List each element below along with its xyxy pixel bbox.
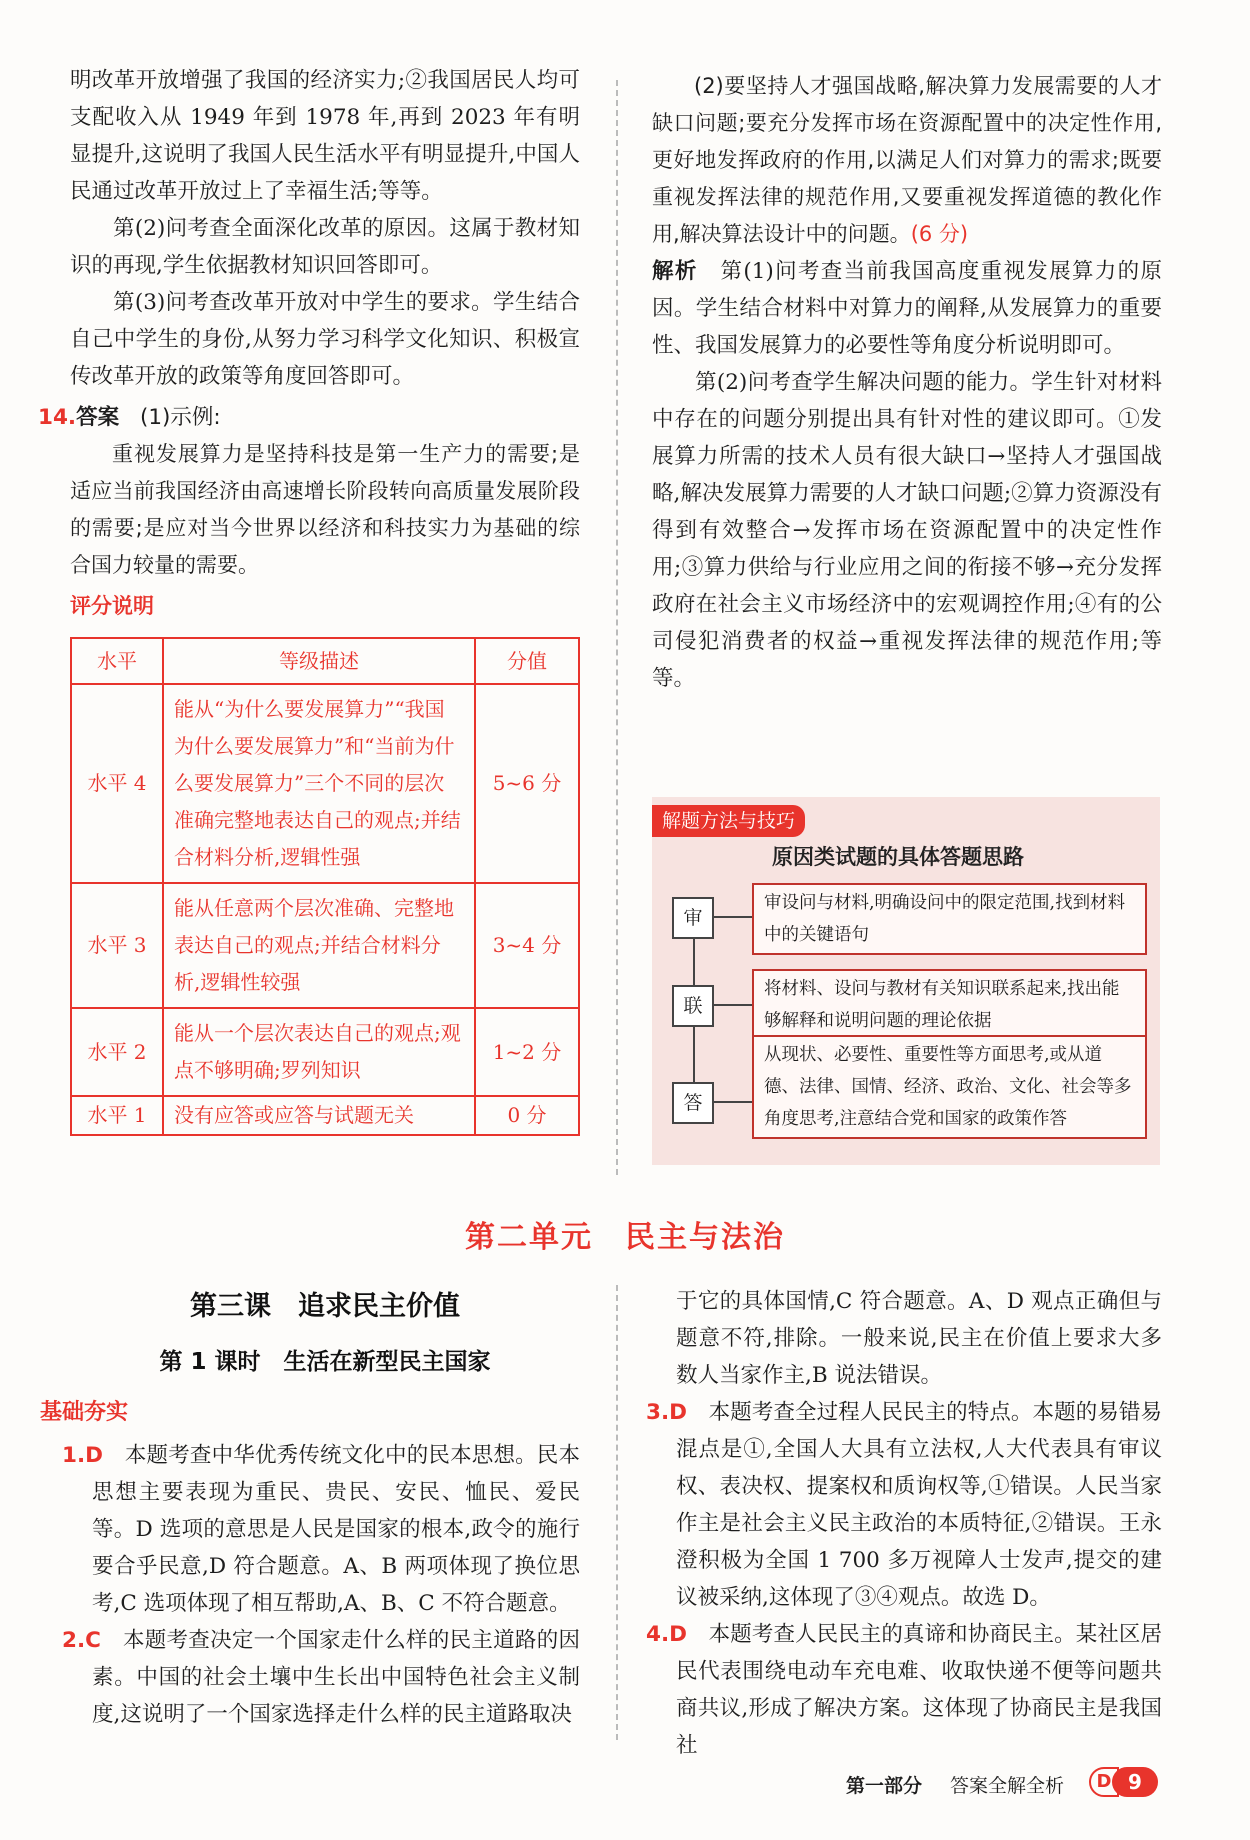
level-cell: 水平 2: [71, 1008, 163, 1096]
footer-part: 第一部分: [846, 1775, 923, 1797]
score-cell: 0 分: [475, 1096, 579, 1135]
tips-tag: 解题方法与技巧: [652, 805, 805, 837]
unit-title: 第二单元 民主与法治: [465, 1220, 785, 1255]
tips-box: [652, 797, 1160, 1165]
answer-item-text: 本题考查人民民主的真谛和协商民主。某社区居民代表围绕电动车充电难、收取快递不便等问题共商共议,形成了解决方案。这体现了协商民主是我国社: [676, 1622, 1162, 1758]
step-shen: 审: [672, 897, 714, 939]
header-desc: 等级描述: [163, 638, 475, 684]
level-cell: 水平 3: [71, 883, 163, 1008]
answer-label: 答案: [76, 405, 120, 430]
tips-title: 原因类试题的具体答题思路: [772, 845, 1024, 869]
answer-item-text: 本题考查全过程人民民主的特点。本题的易错易混点是①,全国人大具有立法权,人大代表具有审议权、表决权、提案权和质询权等,①错误。人民当家作主是社会主义民主政治的本质特征,②错误。王永澄积极为全国 1 700 多万视障人士发声,提交的建议被采纳,这体现了③④观点。故选 D。: [676, 1400, 1162, 1610]
analysis-paragraph-2: 第(2)问考查学生解决问题的能力。学生针对材料中存在的问题分别提出具有针对性的建议即可。①发展算力所需的技术人员有很大缺口→坚持人才强国战略,解决发展算力需要的人才缺口问题;②算力资源没有得到有效整合→发挥市场在资源配置中的决定性作用;③算力供给与行业应用之间的衔接不够→充分发挥政府在社会主义市场经济中的宏观调控作用;④有的公司侵犯消费者的权益→重视发挥法律的规范作用;等等。: [652, 370, 1162, 691]
table-row: [71, 1096, 579, 1135]
answer-item: [62, 1437, 580, 1622]
period-title: 第 1 课时 生活在新型民主国家: [159, 1349, 491, 1375]
answer-item: [62, 1622, 580, 1733]
desc-cell: 能从一个层次表达自己的观点;观点不够明确;罗列知识: [163, 1008, 475, 1096]
answer-item-continued: 于它的具体国情,C 符合题意。A、D 观点正确但与题意不符,排除。一般来说,民主在价值上要求大多数人当家作主,B 说法错误。: [676, 1289, 1162, 1388]
column-divider: [616, 1285, 618, 1740]
score-cell: 3~4 分: [475, 883, 579, 1008]
scoring-table: [70, 637, 580, 1136]
answer-item-text: 本题考查中华优秀传统文化中的民本思想。民本思想主要表现为重民、贵民、安民、恤民、爱民等。D 选项的意思是人民是国家的根本,政令的施行要合乎民意,D 符合题意。A、B 两项体现了换位思考,C 选项体现了相互帮助,A、B、C 不符合题意。: [92, 1443, 580, 1616]
header-level: 水平: [71, 638, 163, 684]
answer-item: [646, 1616, 1162, 1764]
answer-item-text: 本题考查决定一个国家走什么样的民主道路的因素。中国的社会土壤中生长出中国特色社会主义制度,这说明了一个国家选择走什么样的民主道路取决: [92, 1628, 580, 1727]
section-label: 基础夯实: [40, 1400, 129, 1425]
desc-cell: 能从任意两个层次准确、完整地表达自己的观点;并结合材料分析,逻辑性较强: [163, 883, 475, 1008]
answer-part1-label: (1)示例:: [139, 405, 221, 430]
footer-book: 答案全解全析: [950, 1775, 1065, 1797]
table-header-row: [71, 638, 579, 684]
rubric-label: 评分说明: [70, 594, 154, 618]
step-da: 答: [672, 1082, 714, 1124]
analysis-paragraph: [652, 253, 1162, 364]
flow-connector: [714, 916, 752, 918]
paragraph: 明改革开放增强了我国的经济实力;②我国居民人均可支配收入从 1949 年到 1978 年,再到 2023 年有明显提升,这说明了我国人民生活水平有明显提升,中国人民通过改革开放过上了幸福生活;等等。: [70, 68, 580, 204]
level-cell: 水平 1: [71, 1096, 163, 1135]
step-text-shen: 审设问与材料,明确设问中的限定范围,找到材料中的关键语句: [752, 883, 1147, 955]
score-cell: 1~2 分: [475, 1008, 579, 1096]
table-row: [71, 1008, 579, 1096]
column-divider: [616, 80, 618, 1175]
score-cell: 5~6 分: [475, 684, 579, 883]
level-cell: 水平 4: [71, 684, 163, 883]
answer-number: 3.D: [646, 1400, 687, 1425]
table-row: [71, 883, 579, 1008]
page-letter: D: [1089, 1767, 1119, 1797]
right-column-top: [652, 68, 1162, 697]
answer-part2-text: (2)要坚持人才强国战略,解决算力发展需要的人才缺口问题;要充分发挥市场在资源配置中的决定性作用,更好地发挥政府的作用,以满足人们对算力的需求;既要重视发挥法律的规范作用,又要重视发挥道德的教化作用,解决算法设计中的问题。: [652, 74, 1162, 246]
step-text-da: 从现状、必要性、重要性等方面思考,或从道德、法律、国情、经济、政治、文化、社会等多角度思考,注意结合党和国家的政策作答: [752, 1035, 1147, 1139]
lesson-title: 第三课 追求民主价值: [190, 1291, 460, 1322]
desc-cell: 没有应答或应答与试题无关: [163, 1096, 475, 1135]
header-score: 分值: [475, 638, 579, 684]
answer-part2: [652, 68, 1162, 253]
flow-connector: [714, 1004, 752, 1006]
paragraph: 第(2)问考查全面深化改革的原因。这属于教材知识的再现,学生依据教材知识回答即可。: [70, 216, 580, 278]
right-column-bottom: [646, 1283, 1162, 1764]
answer-number: 2.C: [62, 1628, 101, 1653]
analysis-text-1: 第(1)问考查当前我国高度重视发展算力的原因。学生结合材料中对算力的阐释,从发展算力的重要性、我国发展算力的必要性等角度分析说明即可。: [652, 259, 1162, 358]
paragraph: 第(3)问考查改革开放对中学生的要求。学生结合自己中学生的身份,从努力学习科学文化知识、积极宣传改革开放的政策等角度回答即可。: [70, 290, 580, 389]
q14-header: [38, 399, 548, 436]
answer-number: 4.D: [646, 1622, 687, 1647]
step-lian: 联: [672, 985, 714, 1027]
answer-item: [646, 1394, 1162, 1616]
analysis-label: 解析: [652, 259, 698, 284]
desc-cell: 能从“为什么要发展算力”“我国为什么要发展算力”和“当前为什么要发展算力”三个不同的层次准确完整地表达自己的观点;并结合材料分析,逻辑性强: [163, 684, 475, 883]
left-column-bottom: [62, 1437, 580, 1733]
answer-number: 1.D: [62, 1443, 103, 1468]
answer-part2-score: (6 分): [910, 222, 969, 246]
answer-text: 重视发展算力是坚持科技是第一生产力的需要;是适应当前我国经济由高速增长阶段转向高质量发展阶段的需要;是应对当今世界以经济和科技实力为基础的综合国力较量的需要。: [70, 442, 580, 577]
step-text-lian: 将材料、设问与教材有关知识联系起来,找出能够解释和说明问题的理论依据: [752, 969, 1147, 1041]
page-number: 9: [1112, 1767, 1158, 1797]
left-column-top: [38, 62, 580, 1136]
question-number: 14.: [38, 405, 77, 430]
table-row: [71, 684, 579, 883]
flow-connector: [714, 1101, 752, 1103]
